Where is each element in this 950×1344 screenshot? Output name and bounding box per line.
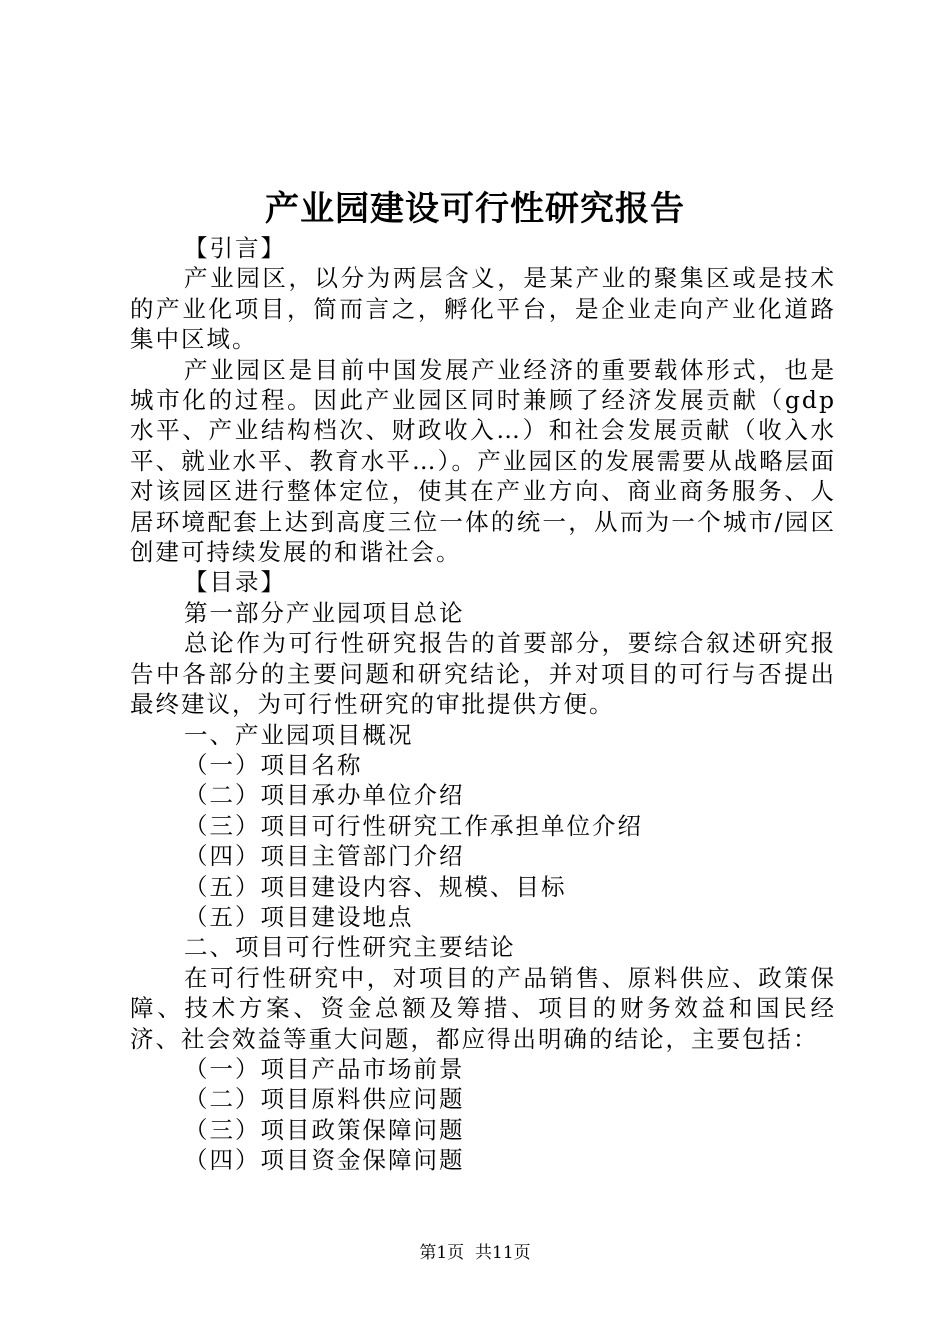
section-heading-introduction: 【引言】: [184, 234, 287, 262]
toc-item: 二、项目可行性研究主要结论: [184, 933, 516, 962]
document-body: [130, 233, 836, 1176]
paragraph: 产业园区是目前中国发展产业经济的重要载体形式，也是城市化的过程。因此产业园区同时兼顾了经济发展贡献（gdp水平、产业结构档次、财政收入…）和社会发展贡献（收入水平、就业水平、教育水平…）。产业园区的发展需要从战略层面对该园区进行整体定位，使其在产业方向、商业商务服务、人居环境配套上达到高度三位一体的统一，从而为一个城市/园区创建可持续发展的和谐社会。: [130, 355, 836, 567]
toc-item: （三）项目可行性研究工作承担单位介绍: [184, 811, 644, 840]
toc-part-heading: 第一部分产业园项目总论: [184, 598, 465, 627]
section-heading-contents: 【目录】: [184, 568, 287, 597]
toc-item: （二）项目原料供应问题: [184, 1085, 465, 1114]
toc-item: （二）项目承办单位介绍: [184, 781, 465, 810]
toc-item: （五）项目建设地点: [184, 902, 414, 931]
paragraph: 产业园区，以分为两层含义，是某产业的聚集区或是技术的产业化项目，简而言之，孵化平台，是企业走向产业化道路集中区域。: [130, 264, 836, 354]
toc-item: 一、产业园项目概况: [184, 720, 414, 749]
toc-item: （一）项目产品市场前景: [184, 1054, 465, 1083]
toc-item: （五）项目建设内容、规模、目标: [184, 872, 567, 901]
toc-item: （一）项目名称: [184, 750, 363, 779]
paragraph: 总论作为可行性研究报告的首要部分，要综合叙述研究报告中各部分的主要问题和研究结论，并对项目的可行与否提出最终建议，为可行性研究的审批提供方便。: [130, 629, 836, 719]
page-number: 第1页: [419, 1243, 465, 1263]
toc-item: （四）项目资金保障问题: [184, 1146, 465, 1175]
document-title: 产业园建设可行性研究报告: [265, 189, 685, 229]
page-total: 共11页: [475, 1243, 531, 1263]
toc-item: （三）项目政策保障问题: [184, 1115, 465, 1144]
toc-item: （四）项目主管部门介绍: [184, 842, 465, 871]
paragraph: 在可行性研究中，对项目的产品销售、原料供应、政策保障、技术方案、资金总额及筹措、项目的财务效益和国民经济、社会效益等重大问题，都应得出明确的结论，主要包括：: [130, 963, 836, 1053]
page-footer: [0, 1241, 950, 1265]
